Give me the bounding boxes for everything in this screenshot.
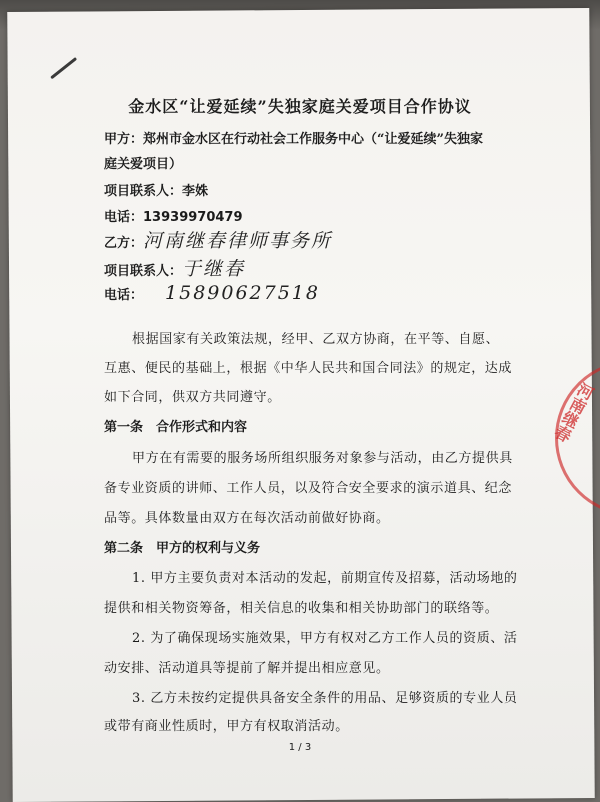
party-b-row xyxy=(104,226,332,253)
phone-a-label: 电话： xyxy=(104,210,144,225)
intro-line-1: 根据国家有关政策法规，经甲、乙双方协商，在平等、自愿、 xyxy=(132,332,500,347)
contact-b-row xyxy=(104,254,245,281)
section2-item2-line2: 动安排、活动道具等提前了解并提出相应意见。 xyxy=(104,661,390,676)
section1-line-3: 品等。具体数量由双方在每次活动前做好协商。 xyxy=(104,511,390,526)
intro-line-3: 如下合同，供双方共同遵守。 xyxy=(104,390,281,405)
page-number: 1 / 3 xyxy=(288,742,312,753)
phone-a-row xyxy=(104,206,243,225)
red-seal-text: 河南继春 xyxy=(550,379,597,445)
phone-b-label: 电话： xyxy=(104,288,144,303)
phone-b-row xyxy=(104,282,320,304)
section2-item2-line1: 2. 为了确保现场实施效果，甲方有权对乙方工作人员的资质、活 xyxy=(132,631,518,646)
section2-item3-line1: 3. 乙方未按约定提供具备安全条件的用品、足够资质的专业人员 xyxy=(132,691,518,706)
contact-a-label: 项目联系人： xyxy=(104,184,183,199)
phone-a-value: 13939970479 xyxy=(143,210,243,225)
contact-b-label: 项目联系人： xyxy=(104,264,183,279)
staple-mark xyxy=(50,57,77,79)
section2-item1-line1: 1. 甲方主要负责对本活动的发起，前期宣传及招募，活动场地的 xyxy=(132,571,518,586)
party-b-value: 河南继春律师事务所 xyxy=(143,230,333,252)
section2-item3-line2: 或带有商业性质时，甲方有权取消活动。 xyxy=(104,719,349,734)
contact-a-name: 李姝 xyxy=(182,184,209,199)
document-title: 金水区“让爱延续”失独家庭关爱项目合作协议 xyxy=(128,97,472,116)
section2-heading: 第二条 甲方的权利与义务 xyxy=(104,541,261,556)
phone-b-value: 15890627518 xyxy=(165,282,320,304)
contact-b-name: 于继春 xyxy=(182,258,246,280)
intro-line-2: 互惠、便民的基础上，根据《中华人民共和国合同法》的规定，达成 xyxy=(104,361,513,376)
party-a-line1: 甲方：郑州市金水区在行动社会工作服务中心（“让爱延续”失独家 xyxy=(104,132,483,147)
section1-line-1: 甲方在有需要的服务场所组织服务对象参与活动，由乙方提供具 xyxy=(132,451,513,466)
section1-line-2: 备专业资质的讲师、工作人员，以及符合安全要求的演示道具、纪念 xyxy=(104,481,513,496)
party-b-label: 乙方： xyxy=(104,236,144,251)
party-a-line2: 庭关爱项目） xyxy=(104,157,183,172)
contact-a-row xyxy=(104,180,208,199)
section2-item1-line2: 提供和相关物资筹备，相关信息的收集和相关协助部门的联络等。 xyxy=(104,601,499,616)
section1-heading: 第一条 合作形式和内容 xyxy=(104,420,248,435)
